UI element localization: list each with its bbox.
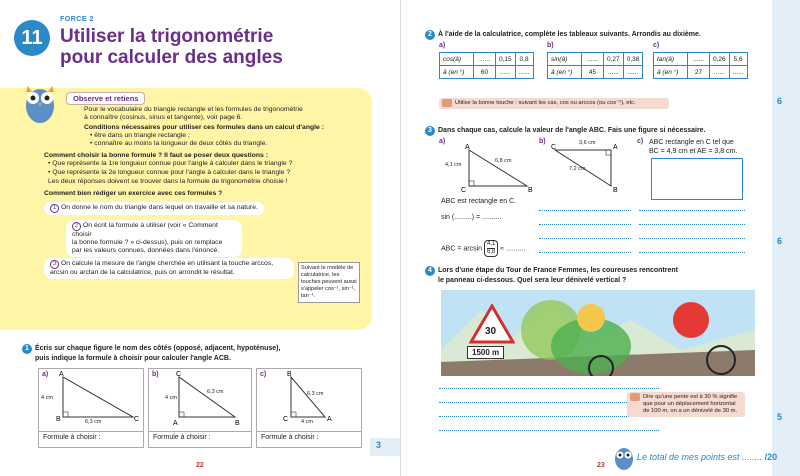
arcsin-line: ABC = arcsin $\frac{4,1}{6,8}$ ≈ .......... [441, 241, 526, 255]
svg-text:C: C [551, 144, 557, 151]
lesson-line-3: Conditions nécessaires pour utiliser ces formules dans un calcul d'angle : [84, 124, 324, 131]
table-b: sin(â) ...... 0,27 0,38 â (en °) 45 ...... ...... [547, 52, 643, 79]
chapter-badge [14, 20, 50, 56]
observe-heading: Observe et retiens [66, 92, 145, 105]
lesson-line-8: • Que représente la 2e longueur connue pour l'angle à calculer dans le triangle ? [48, 169, 291, 176]
svg-text:B: B [287, 371, 292, 378]
ex3-a-label: a) [439, 138, 446, 145]
lesson-line-5: • connaître au moins la longueur de deux côtés du triangle. [90, 140, 268, 147]
lesson-line-1: Pour le vocabulaire du triangle rectangle et les formules de trigonométrie [84, 106, 303, 113]
page-title [60, 26, 360, 68]
figure-c: c) B C A 6,3 cm 4 cm Formule à choisir : [256, 368, 362, 448]
ex3-b-label: b) [539, 138, 546, 145]
step-1: 1 On donne le nom du triangle dans lequel on travaille et sa nature. [44, 202, 264, 215]
title-line-2: pour calculer des angles [60, 47, 283, 68]
figure-draw-box[interactable] [651, 158, 743, 200]
lesson-line-4: • être dans un triangle rectangle ; [90, 132, 190, 139]
page-number-right: 23 [597, 462, 605, 469]
formula-b[interactable]: Formule à choisir : [149, 431, 251, 443]
svg-text:C: C [134, 416, 140, 423]
owl-small-icon [613, 442, 635, 472]
formula-c[interactable]: Formule à choisir : [257, 431, 361, 443]
ex3-c-text: ABC rectangle en C tel que BC = 4,9 cm et AE = 3,8 cm. [649, 139, 738, 155]
svg-text:30: 30 [485, 326, 497, 337]
svg-text:B: B [235, 420, 240, 427]
distance-plate: 1500 m [467, 346, 504, 359]
hand-icon [442, 99, 452, 107]
table-c: tan(â) ...... 0,26 5,6 â (en °) 27 ...... ...... [653, 52, 748, 79]
table-c-label: c) [653, 42, 660, 49]
svg-text:C: C [461, 187, 467, 194]
score-slot-4: 5 [777, 412, 783, 422]
score-slot-2: 6 [777, 96, 783, 106]
svg-text:A: A [173, 420, 178, 427]
svg-text:B: B [528, 187, 533, 194]
exercise-1-prompt: 1 Écris sur chaque figure le nom des côtés (opposé, adjacent, hypoténuse), puis indique la formule à choisir pour calculer l'angle ACB. [22, 344, 352, 363]
score-tab-1: 3 [370, 438, 400, 456]
table-b-label: b) [547, 42, 554, 49]
lesson-line-9: Les deux réponses doivent se trouver dans la formule de trigonométrie choisie ! [48, 178, 288, 185]
svg-text:B: B [613, 187, 618, 194]
exercise-2-prompt: 2 À l'aide de la calculatrice, complète les tableaux suivants. Arrondis au dixième. [425, 30, 701, 40]
hand-icon [630, 393, 640, 401]
table-a-label: a) [439, 42, 446, 49]
svg-text:A: A [327, 416, 332, 423]
figure-a: a) A B C 4 cm 6,3 cm Formule à choisir : [38, 368, 144, 448]
svg-text:A: A [465, 144, 470, 151]
slope-sign-icon [469, 304, 515, 344]
owl-mascot-icon [18, 76, 62, 126]
sin-line[interactable]: sin (.........) = .......... [441, 214, 502, 221]
figure-b: b) C A B 4 cm 6,3 cm Formule à choisir : [148, 368, 252, 448]
calculator-note: Suivant le modèle de calculatrice, les touches peuvent aussi s'appeler cos⁻¹, sin⁻¹, tan⁻¹. [298, 262, 360, 303]
svg-text:C: C [176, 371, 182, 378]
svg-text:A: A [613, 144, 618, 151]
right-page: 6 6 5 2 À l'aide de la calculatrice, complète les tableaux suivants. Arrondis au dixième. a) cos(â) ...... 0,15 0,8 â (en °) 60 ...... ...... b) sin(â) ...... 0,27 0,38 â (en °) 45 ...... ...... c) tan(â) ...... 0,26 5,6 â (en °) 27 ...... ...... Utilise la bonne touche : suivant les cas, cos ou arccos (ou cos⁻¹), etc. 3 Dans chaque cas, calcule la valeur de l'angle ABC. Fais une figure si nécessaire. a) A C B 4,1 cm 6,8 cm ABC est rectangle en C. sin (.........) = .......... ABC = arcsin $\frac{4,1}{6,8}$ ≈ .......... b) C A B 3,6 cm 7,2 cm c) ABC rectangle en C tel que BC = 4,9 cm et AE = 3,8 cm. 4 Lors d'une étape du Tour de France Femmes, les coureuses rencontrent le panneau ci-dessous. Quel sera leur dénivelé vertical ? 30 1500 m Dire qu'une pente est à 30 % signifie que pour un déplacement horizontal de 100 m, on a un dénivelé de 30 m. Le total de mes points est ........ /20 23 [400, 0, 800, 476]
step-3: 3 On calcule la mesure de l'angle cherchée en utilisant la touche arccos, arcsin ou arctan de la calculatrice, puis on arrondit le résultat. [44, 258, 294, 279]
svg-text:C: C [283, 416, 289, 423]
title-line-1: Utiliser la trigonométrie [60, 26, 274, 47]
lesson-line-2: à connaître (cosinus, sinus et tangente), voir page 6. [84, 114, 243, 121]
exercise-4-prompt: 4 Lors d'une étape du Tour de France Femmes, les coureuses rencontrent le panneau ci-dessous. Quel sera leur dénivelé vertical ? [425, 266, 765, 285]
triangle-b [541, 140, 631, 194]
tip-1: Utilise la bonne touche : suivant les cas, cos ou arccos (ou cos⁻¹), etc. [439, 98, 669, 109]
svg-text:B: B [56, 416, 61, 423]
page-number-left: 22 [196, 462, 204, 469]
lesson-line-6: Comment choisir la bonne formule ? Il faut se poser deux questions : [44, 152, 268, 159]
formula-a[interactable]: Formule à choisir : [39, 431, 143, 443]
lesson-line-10: Comment bien rédiger un exercice avec ces formules ? [44, 190, 223, 197]
cycling-illustration [441, 290, 755, 376]
lesson-line-7: • Que représente la 1re longueur connue pour l'angle à calculer dans le triangle ? [48, 160, 293, 167]
ex3-c-label: c) [637, 138, 644, 145]
exercise-3-prompt: 3 Dans chaque cas, calcule la valeur de l'angle ABC. Fais une figure si nécessaire. [425, 126, 706, 136]
svg-text:A: A [59, 371, 64, 378]
force-label: FORCE 2 [60, 16, 94, 23]
chapter-number: 11 [21, 26, 43, 49]
table-a: cos(â) ...... 0,15 0,8 â (en °) 60 ...... ...... [439, 52, 534, 79]
tip-2: Dire qu'une pente est à 30 % signifie que pour un déplacement horizontal de 100 m, on a un dénivelé de 30 m. [627, 392, 745, 417]
total-label: Le total de mes points est ........ /20 [637, 452, 778, 462]
abc-rect-text: ABC est rectangle en C. [441, 198, 517, 205]
score-slot-3: 6 [777, 236, 783, 246]
step-2: 2 On écrit la formule à utiliser (voir « Comment choisir la bonne formule ? » ci-dessus), puis on remplace par les valeurs connues, données dans l'énoncé. [66, 220, 242, 257]
